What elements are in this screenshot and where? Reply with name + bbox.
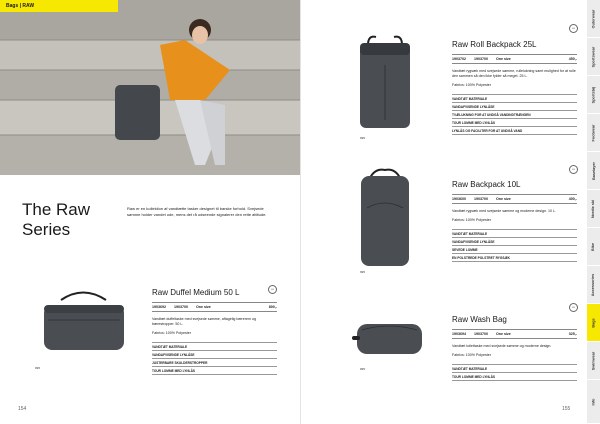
- section-tabs: [587, 0, 600, 424]
- size-badge: •••: [569, 24, 578, 33]
- product-price: 325,-: [568, 332, 577, 336]
- feature-item: TOUR LOMME MED LYNLÅS: [452, 119, 577, 127]
- product-title: Raw Roll Backpack 25L: [452, 40, 537, 49]
- product-size: One size: [496, 332, 511, 336]
- product-fabric: Fabrics: 100% Polyester: [452, 353, 491, 357]
- duffel-swatch-code: 995: [35, 366, 41, 370]
- product-roll-backpack: [452, 40, 577, 135]
- tab-bike[interactable]: Bike: [587, 228, 600, 266]
- product-size: One size: [496, 197, 511, 201]
- product-price: 400,-: [568, 197, 577, 201]
- feature-list: [152, 342, 277, 375]
- product-meta: [452, 329, 577, 339]
- wash-bag-image: [352, 318, 427, 363]
- feature-item: VANDAFVISENDE LYNLÅSE: [452, 103, 577, 111]
- feature-item: TOUR LOMME MED LYNLÅS: [152, 367, 277, 375]
- product-duffel: [152, 288, 277, 375]
- hero-photo: [0, 0, 300, 175]
- feature-list: [452, 94, 577, 135]
- feature-item: EN POLSTREDE POLSTRET RYGSÆK: [452, 254, 577, 262]
- tab-accessories[interactable]: Accessories: [587, 266, 600, 304]
- product-fabric: Fabrics: 100% Polyester: [452, 83, 491, 87]
- series-description: Raw er en kollektion af vandtætte tasker designet til barske forhold. Svejsede sømme holder vandet ude, mens det rå udseende signalerer den rette attitude.: [127, 206, 267, 217]
- tab-footwear[interactable]: Footwear: [587, 114, 600, 152]
- product-fabric: Fabrics: 100% Polyester: [452, 218, 491, 222]
- product-code: 1903702: [452, 57, 466, 61]
- wash-bag-swatch-code: 995: [360, 367, 366, 371]
- product-title: Raw Backpack 10L: [452, 180, 521, 189]
- feature-item: VANDTÆT MATERIALE: [152, 342, 277, 351]
- product-description: Vandtæt duffeltaske med svejsede sømme, aftagelig bærerem og bærestropper. 50 L.: [152, 317, 256, 326]
- size-badge: •••: [569, 165, 578, 174]
- feature-list: [452, 229, 577, 262]
- feature-item: VANDTÆT MATERIALE: [452, 364, 577, 373]
- feature-item: SEVEDE LOMME: [452, 246, 577, 254]
- feature-item: TVÆLUKNING FOR AT UNDGÅ VANDINDTRÆNGEN: [452, 111, 577, 119]
- roll-backpack-swatch-code: 995: [360, 136, 366, 140]
- product-description: Vandtæt toilettaske med svejsede sømme og moderne design.: [452, 344, 552, 348]
- product-code: 1903694: [452, 332, 466, 336]
- product-backpack-10l: [452, 180, 577, 262]
- backpack-10l-image: [355, 168, 415, 273]
- product-size: One size: [496, 57, 511, 61]
- feature-item: VANDAFVISENDE LYNLÅSE: [152, 351, 277, 359]
- breadcrumb: Bags | RAW: [0, 0, 118, 12]
- backpack-10l-swatch-code: 995: [360, 270, 366, 274]
- product-meta: [152, 302, 277, 312]
- product-wash-bag: [452, 315, 577, 381]
- tab-outerwear[interactable]: Outerwear: [587, 0, 600, 38]
- tab-bags[interactable]: Bags: [587, 304, 600, 342]
- breadcrumb-sub: RAW: [22, 3, 35, 9]
- tab-sportswear[interactable]: Sportswear: [587, 38, 600, 76]
- feature-item: TOUR LOMME MED LYNLÅS: [452, 373, 577, 381]
- page-number-left: 154: [18, 406, 27, 412]
- size-badge: •••: [569, 303, 578, 312]
- feature-item: VANDTÆT MATERIALE: [452, 229, 577, 238]
- page-number-right: 155: [562, 406, 571, 412]
- product-code: 1903600: [452, 197, 466, 201]
- product-meta: [452, 54, 577, 64]
- product-code: 1903692: [152, 305, 166, 309]
- feature-item: VANDTÆT MATERIALE: [452, 94, 577, 103]
- product-description: Vandtæt rygsæk med svejsede sømme og moderne design. 10 L.: [452, 209, 557, 213]
- feature-item: JUSTERBARE SKULDERSTROPPER: [152, 359, 277, 367]
- product-article: 1903700: [174, 305, 188, 309]
- size-badge: •••: [268, 285, 277, 294]
- tab-baselayer[interactable]: Baselayer: [587, 152, 600, 190]
- product-title: Raw Wash Bag: [452, 315, 507, 324]
- breadcrumb-section: Bags: [6, 3, 19, 9]
- product-description: Vandtæt rygsæk med svejsede sømme, rullelukning samt mulighed for at rulle den sammen så den ikke fylder så meget. 25 L.: [452, 69, 576, 78]
- tab-sportstoj[interactable]: Sportstøj: [587, 76, 600, 114]
- feature-list: [452, 364, 577, 381]
- tab-swimwear[interactable]: Swimwear: [587, 342, 600, 380]
- product-title: Raw Duffel Medium 50 L: [152, 288, 240, 297]
- product-meta: [452, 194, 577, 204]
- product-price: 450,-: [568, 57, 577, 61]
- product-article: 1903700: [474, 197, 488, 201]
- tab-info[interactable]: Info: [587, 380, 600, 424]
- product-fabric: Fabrics: 100% Polyester: [152, 331, 191, 335]
- roll-backpack-image: [350, 35, 420, 135]
- feature-item: VANDAFVISENDE LYNLÅSE: [452, 238, 577, 246]
- spread-divider: [300, 0, 301, 424]
- tab-nordic-ski[interactable]: Nordic ski: [587, 190, 600, 228]
- series-title: The Raw Series: [22, 200, 91, 239]
- product-article: 1903700: [474, 57, 488, 61]
- product-article: 1903700: [474, 332, 488, 336]
- product-price: 800,-: [268, 305, 277, 309]
- duffel-image: [36, 285, 131, 365]
- feature-item: LYNLÅS OG FACILITER FOR AT UNDGÅ VAND: [452, 127, 577, 135]
- product-size: One size: [196, 305, 211, 309]
